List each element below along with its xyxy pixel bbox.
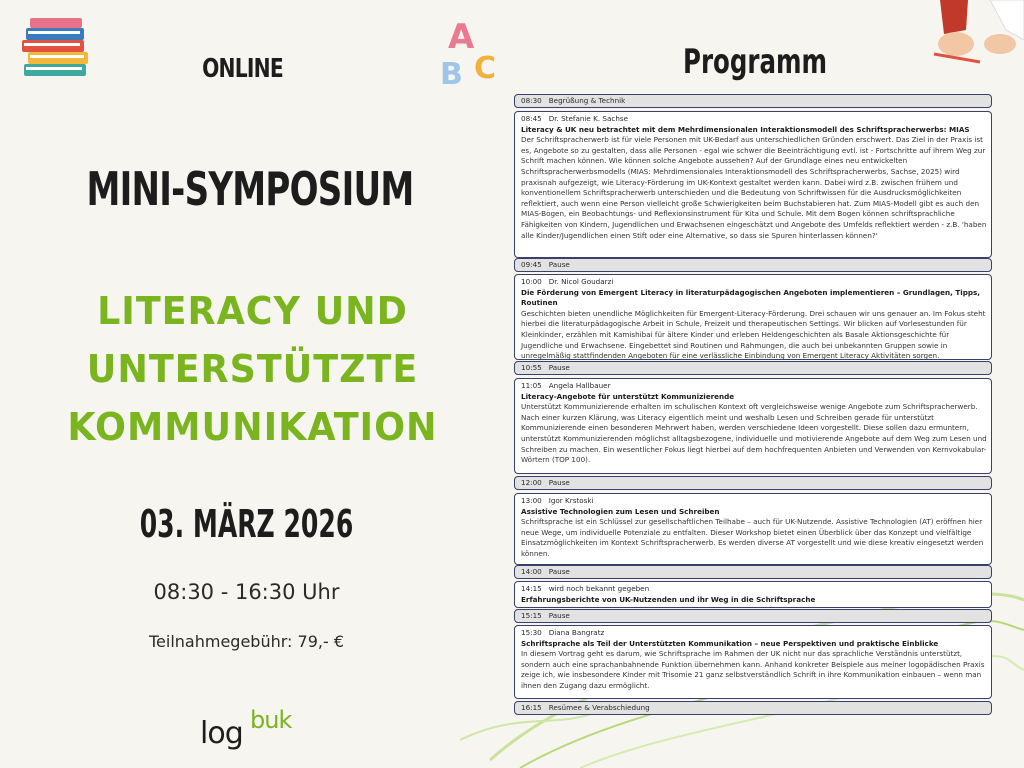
item-time: 08:45 <box>521 114 542 123</box>
item-time: 14:00 <box>521 567 542 576</box>
item-time: 10:55 <box>521 363 542 372</box>
item-time: 15:15 <box>521 611 542 620</box>
event-fee: Teilnahmegebühr: 79,- € <box>149 632 344 651</box>
topic-line-3: KOMMUNIKATION <box>67 405 438 449</box>
schedule-item-opening <box>514 94 992 108</box>
event-info-panel <box>0 0 510 768</box>
item-label: Pause <box>548 478 570 487</box>
event-date: 03. MÄRZ 2026 <box>139 502 354 546</box>
item-title: Die Förderung von Emergent Literacy in literaturpädagogischen Angeboten implementieren – Grundlagen, Tipps, Routinen <box>521 287 981 308</box>
item-time: 09:45 <box>521 260 542 269</box>
item-time: 15:30 <box>521 628 542 637</box>
topic-line-1: LITERACY UND <box>97 289 408 333</box>
item-label: Pause <box>548 611 570 620</box>
logo-part-buk: buk <box>250 706 292 734</box>
item-speaker: Igor Krstoski <box>548 496 594 505</box>
item-label: Begrüßung & Technik <box>548 96 626 105</box>
item-description: Geschichten bieten unendliche Möglichkeiten für Emergent-Literacy-Förderung. Drei schauen wir uns genauer an. Im Fokus steht hierbei die literaturpädagogische Arbeit in Schule, Freizeit und therapeutischen Settings. Wir blicken auf Vorlesestunden für Kleinkinder, erzählen mit Kamishibai für ältere Kinder und erleben Heldengeschichten als Basale Aktionsgeschichte für Jugendliche und Erwachsene. Eingebettet sind Routinen und Rahmungen, die auch bei unbekannten Gruppen sowie in unregelmäßig stattfindenden Angeboten für eine verlässliche Einbindung von Emergent Literacy Aktivitäten sorgen. <box>521 308 986 360</box>
schedule-item-talk <box>514 493 992 565</box>
schedule-item-talk <box>514 625 992 699</box>
item-time: 14:15 <box>521 584 542 593</box>
format-label: ONLINE <box>202 54 283 84</box>
event-time: 08:30 - 16:30 Uhr <box>153 580 340 604</box>
item-description: Der Schriftspracherwerb ist für viele Personen mit UK-Bedarf aus unterschiedlichen Gründen erschwert. Das Ziel in der Praxis ist es, Angebote so zu gestalten, dass alle Personen - egal wie schwer die Beeinträchtigung evtl. ist - Fortschritte auf ihrem Weg zur Schrift machen können. Wie können solche Angebote aussehen? Auf der Grundlage eines neu entwickelten Schriftspracherwerbsmodells (MIAS: Mehrdimensionales Interaktionsmodell des Schriftspracherwerbs, Sachse, 2025) wird praxisnah aufgezeigt, wie Literacy-Förderung im UK-Kontext gestaltet werden kann. Dabei wird z.B. zwischen frühem und konventionellem Schriftspracherwerb unterschieden und die Bedeutung von Schriftwissen für die Ausdrucksmöglichkeiten reflektiert, auch wenn eine Person vielleicht große Schwierigkeiten beim Buchstabieren hat. Zum MIAS-Modell gibt es auch den MIAS-Bogen, ein Beobachtungs- und Reflexionsinstrument für Kita und Schule. Mit dem Bogen können schriftsprachliche Fähigkeiten von Kindern, Jugendlichen und Erwachsenen eingeschätzt und Angebote des Umfelds reflektiert werden - z.B. 'haben alle Kinder/Jugendlichen einen Stift oder eine Alternative, so dass sie Spuren hinterlassen können?' <box>521 135 987 240</box>
schedule-item-pause <box>514 565 992 579</box>
item-title: Schriftsprache als Teil der Unterstützten Kommunikation – neue Perspektiven und praktische Einblicke <box>521 638 939 648</box>
item-time: 10:00 <box>521 277 542 286</box>
item-speaker: Dr. Stefanie K. Sachse <box>548 114 629 123</box>
item-time: 12:00 <box>521 478 542 487</box>
item-title: Assistive Technologien zum Lesen und Schreiben <box>521 506 720 516</box>
schedule-item-talk <box>514 111 992 258</box>
svg-text:B: B <box>440 57 463 88</box>
schedule-item-pause <box>514 361 992 375</box>
schedule-item-closing <box>514 701 992 715</box>
schedule-item-pause <box>514 476 992 490</box>
schedule-item-pause <box>514 258 992 272</box>
item-description: In diesem Vortrag geht es darum, wie Schriftsprache im Rahmen der UK nicht nur das sprachliche Verständnis unterstützt, sondern auch eine sprachanbahnende Funktion übernehmen kann. Anhand konkreter Beispiele aus meiner logopädischen Praxis zeige ich, wie insbesondere Kinder mit Trisomie 21 ganz selbstverständlich Schrift in ihre Kommunikation einbauen – wenn man ihnen den Zugang dazu ermöglicht. <box>521 649 985 690</box>
item-speaker: Dr. Nicol Goudarzi <box>548 277 614 286</box>
event-title: MINI-SYMPOSIUM <box>86 162 414 216</box>
item-description: Unterstützt Kommunizierende erhalten im schulischen Kontext oft vergleichsweise wenige Angebote zum Schriftspracherwerb. Nach einer kurzen Klärung, was Literacy eigentlich meint und weshalb Lesen und Schreiben gerade für unterstützt Kommunizierende einen besonderen Mehrwert haben, werden verschiedene Ideen vorgestellt. Diese sollen dazu ermuntern, unterstützt Kommunizierenden möglichst alltagsbezogene, individuelle und motivierende Angebote auf dem Weg zum Lesen und Schreiben zu machen. Ein wesentlicher Fokus liegt hierbei auf dem hochfrequenten Anbieten und Verwenden von Kernvokabular-Wörtern (TOP 100). <box>521 402 987 465</box>
logo-part-log: log <box>200 716 243 751</box>
schedule-item-pause <box>514 609 992 623</box>
svg-text:C: C <box>474 51 497 86</box>
item-speaker: Angela Hallbauer <box>548 381 611 390</box>
item-label: Resümee & Verabschiedung <box>548 703 650 712</box>
item-title: Literacy & UK neu betrachtet mit dem Mehrdimensionalen Interaktionsmodell des Schriftspracherwerbs: MIAS <box>521 124 970 134</box>
item-speaker: wird noch bekannt gegeben <box>548 584 650 593</box>
item-time: 11:05 <box>521 381 542 390</box>
item-time: 13:00 <box>521 496 542 505</box>
item-description: Schriftsprache ist ein Schlüssel zur gesellschaftlichen Teilhabe – auch für UK-Nutzende. Assistive Technologien (AT) eröffnen hier neue Wege, um individuelle Potenziale zu entfalten. Dieser Workshop bietet einen Überblick über das Konzept und vielfältige Einsatzmöglichkeiten im Kontext Schriftspracherwerb. Es werden diverse AT vorgestellt und wie diese kreativ eingesetzt werden können. <box>521 517 984 558</box>
item-label: Pause <box>548 260 570 269</box>
item-time: 16:15 <box>521 703 542 712</box>
item-speaker: Diana Bangratz <box>548 628 605 637</box>
schedule-item-talk <box>514 581 992 608</box>
svg-text:A: A <box>448 17 475 57</box>
event-topic <box>10 282 495 456</box>
writing-hands-icon <box>920 0 1024 72</box>
topic-line-2: UNTERSTÜTZTE <box>86 347 419 391</box>
schedule-item-talk <box>514 378 992 474</box>
item-label: Pause <box>548 567 570 576</box>
program-heading: Programm <box>683 42 827 82</box>
item-label: Pause <box>548 363 570 372</box>
schedule-item-talk <box>514 274 992 360</box>
item-title: Literacy-Angebote für unterstützt Kommunizierende <box>521 391 735 401</box>
item-title: Erfahrungsberichte von UK-Nutzenden und ihr Weg in die Schriftsprache <box>521 594 816 604</box>
item-time: 08:30 <box>521 96 542 105</box>
